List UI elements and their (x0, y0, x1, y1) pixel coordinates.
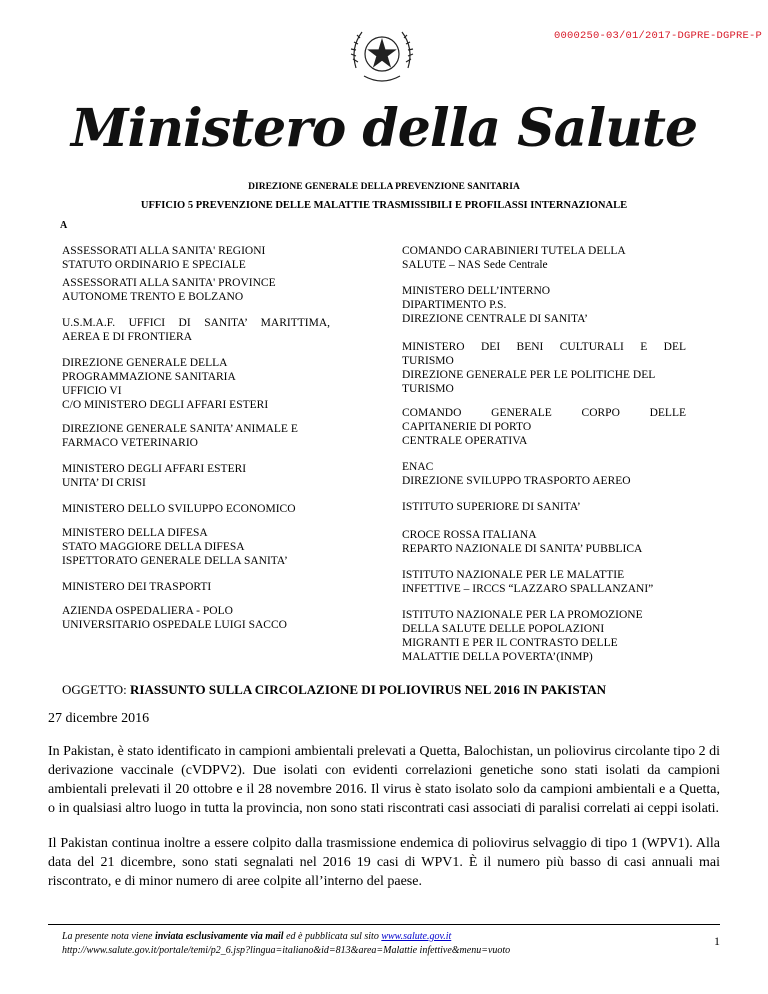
recipient-line: MINISTERO DELLA DIFESA (62, 527, 208, 539)
footer-url: http://www.salute.gov.it/portale/temi/p2_6.jsp?lingua=italiano&id=813&area=Malattie infettive&menu=vuoto (62, 945, 511, 956)
recipient-line: ISTITUTO NAZIONALE PER LA PROMOZIONE (402, 609, 643, 621)
italian-republic-emblem-icon (346, 18, 418, 90)
recipient-line: INFETTIVE – IRCCS “LAZZARO SPALLANZANI” (402, 583, 654, 595)
footer-text: ed è pubblicata sul sito (283, 931, 382, 942)
recipient-entry (402, 284, 686, 340)
recipient-line: MINISTERO DELLO SVILUPPO ECONOMICO (62, 503, 296, 515)
recipient-line: DIREZIONE GENERALE DELLA (62, 357, 228, 369)
site-link[interactable]: www.salute.gov.it (381, 931, 452, 942)
recipient-line: ENAC (402, 461, 434, 473)
recipient-entry (62, 526, 330, 580)
recipient-line: CENTRALE OPERATIVA (402, 435, 528, 447)
recipient-line: CROCE ROSSA ITALIANA (402, 529, 537, 541)
recipient-line: AZIENDA OSPEDALIERA - POLO (62, 605, 233, 617)
recipient-line: COMANDO GENERALE CORPO DELLE (402, 407, 686, 419)
recipient-entry (62, 502, 330, 526)
recipient-line: U.S.M.A.F. UFFICI DI SANITA’ MARITTIMA, (62, 317, 330, 329)
recipient-entry (62, 580, 330, 604)
page-number: 1 (714, 934, 720, 948)
recipients-left-column (62, 244, 330, 632)
office-title: UFFICIO 5 PREVENZIONE DELLE MALATTIE TRASMISSIBILI E PROFILASSI INTERNAZIONALE (140, 200, 628, 211)
recipient-line: STATUTO ORDINARIO E SPECIALE (62, 259, 246, 271)
recipient-line: STATO MAGGIORE DELLA DIFESA (62, 541, 245, 553)
recipient-line: DIREZIONE SVILUPPO TRASPORTO AEREO (402, 475, 631, 487)
recipient-entry (402, 244, 686, 284)
recipient-line: ISTITUTO NAZIONALE PER LE MALATTIE (402, 569, 625, 581)
recipient-entry (402, 528, 686, 568)
recipient-line: MINISTERO DEGLI AFFARI ESTERI (62, 463, 247, 475)
recipient-entry (62, 462, 330, 502)
recipient-entry (402, 406, 686, 460)
recipient-line: COMANDO CARABINIERI TUTELA DELLA (402, 245, 626, 257)
recipient-line: AUTONOME TRENTO E BOLZANO (62, 291, 244, 303)
recipient-line: CAPITANERIE DI PORTO (402, 421, 532, 433)
recipient-line: DELLA SALUTE DELLE POPOLAZIONI (402, 623, 605, 635)
footer-emphasis: inviata esclusivamente via mail (154, 931, 284, 942)
recipient-entry (402, 460, 686, 500)
recipient-entry (62, 422, 330, 462)
recipient-line: C/O MINISTERO DEGLI AFFARI ESTERI (62, 399, 269, 411)
footer-divider (48, 924, 720, 925)
recipient-line: UFFICIO VI (62, 385, 122, 397)
recipient-line: UNITA’ DI CRISI (62, 477, 146, 489)
recipient-line: FARMACO VETERINARIO (62, 437, 198, 449)
subject-label: OGGETTO: (62, 682, 131, 697)
recipient-line: ISPETTORATO GENERALE DELLA SANITA’ (62, 555, 288, 567)
recipient-entry (62, 604, 330, 632)
recipient-line: DIPARTIMENTO P.S. (402, 299, 507, 311)
recipient-line: MALATTIE DELLA POVERTA’(INMP) (402, 651, 593, 663)
recipient-line: AEREA E DI FRONTIERA (62, 331, 193, 343)
recipient-entry (402, 608, 686, 664)
direction-title: DIREZIONE GENERALE DELLA PREVENZIONE SANITARIA (248, 182, 520, 192)
recipient-entry (62, 276, 330, 316)
recipients-label: A (60, 220, 68, 231)
recipient-line: MINISTERO DEI BENI CULTURALI E DEL (402, 341, 686, 353)
recipient-entry (402, 500, 686, 528)
recipient-line: DIREZIONE GENERALE PER LE POLITICHE DEL (402, 369, 656, 381)
recipient-line: MINISTERO DELL’INTERNO (402, 285, 551, 297)
recipient-line: ISTITUTO SUPERIORE DI SANITA’ (402, 501, 581, 513)
document-date: 27 dicembre 2016 (48, 711, 150, 726)
ministry-logotype: Ministero della Salute (70, 98, 698, 159)
recipient-entry (402, 340, 686, 406)
recipient-line: TURISMO (402, 355, 454, 367)
recipient-entry (62, 244, 330, 276)
recipient-line: ASSESSORATI ALLA SANITA' PROVINCE (62, 277, 276, 289)
recipient-line: DIREZIONE CENTRALE DI SANITA’ (402, 313, 588, 325)
recipient-line: PROGRAMMAZIONE SANITARIA (62, 371, 236, 383)
protocol-number: 0000250-03/01/2017-DGPRE-DGPRE-P (553, 30, 762, 42)
body-paragraph: Il Pakistan continua inoltre a essere colpito dalla trasmissione endemica di poliovirus selvaggio di tipo 1 (WPV1). Alla data del 21 dicembre, sono stati segnalati nel 2016 19 casi di WPV1. È il numero più basso di casi annuali mai riscontrato, e di minor numero di aree colpite all’interno del paese. (48, 836, 720, 889)
subject-text: RIASSUNTO SULLA CIRCOLAZIONE DI POLIOVIRUS NEL 2016 IN PAKISTAN (130, 682, 607, 697)
recipient-line: MINISTERO DEI TRASPORTI (62, 581, 212, 593)
recipient-line: DIREZIONE GENERALE SANITA’ ANIMALE E (62, 423, 298, 435)
recipient-line: TURISMO (402, 383, 454, 395)
recipient-line: REPARTO NAZIONALE DI SANITA’ PUBBLICA (402, 543, 643, 555)
recipient-line: MIGRANTI E PER IL CONTRASTO DELLE (402, 637, 618, 649)
recipient-entry (62, 316, 330, 356)
subject-line (62, 682, 606, 698)
recipients-right-column (402, 244, 686, 664)
footer-note (62, 930, 510, 958)
recipient-line: ASSESSORATI ALLA SANITA' REGIONI (62, 245, 266, 257)
recipient-entry (62, 356, 330, 422)
recipient-entry (402, 568, 686, 608)
recipient-line: UNIVERSITARIO OSPEDALE LUIGI SACCO (62, 619, 287, 631)
body-paragraph: In Pakistan, è stato identificato in campioni ambientali prelevati a Quetta, Balochistan, un poliovirus circolante tipo 2 di derivazione vaccinale (cVDPV2). Due isolati con evidenti correlazioni genetiche sono stati isolati da campioni ambientali prelevati il 20 ottobre e il 28 novembre 2016. Il virus è stato isolato solo da campioni ambientali e a Quetta, o in qualsiasi altro luogo in tutta la provincia, non sono stati riscontrati casi associati di paralisi correlati ai ceppi isolati. (48, 744, 720, 816)
recipient-line: SALUTE – NAS Sede Centrale (402, 259, 548, 271)
footer-text: La presente nota viene (62, 931, 155, 942)
footer-notice (62, 930, 510, 944)
